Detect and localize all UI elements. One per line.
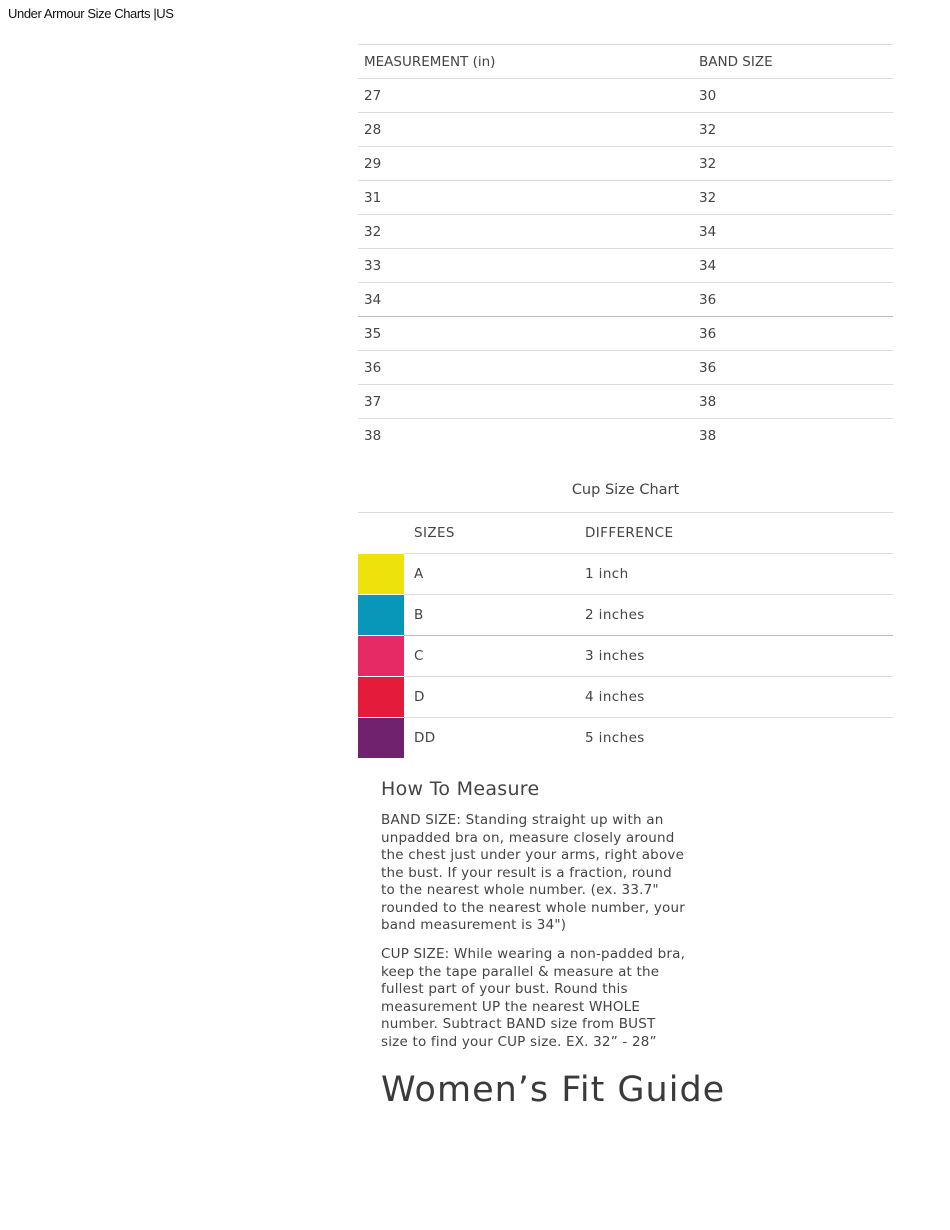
measurement-cell: 32 [358, 215, 693, 249]
cup-size-chart-title: Cup Size Chart [571, 482, 680, 498]
cup-size-cell: B [404, 595, 585, 636]
measurement-cell: 38 [358, 419, 693, 453]
band-size-cell: 34 [693, 215, 893, 249]
table-row [358, 677, 893, 718]
band-size-cell: 36 [693, 317, 893, 351]
cup-difference-cell: 5 inches [585, 718, 893, 759]
table-row [358, 718, 893, 759]
cup-color-swatch [358, 636, 404, 676]
table-row [358, 181, 893, 215]
band-size-cell: 38 [693, 419, 893, 453]
cup-size-table [358, 512, 893, 758]
page-title: Under Armour Size Charts |US [8, 6, 174, 21]
cup-size-instructions: CUP SIZE: While wearing a non-padded bra, keep the tape parallel & measure at the fullest part of your bust. Round this measurement UP the nearest WHOLE number. Subtract BAND size from BUST size to find your CUP size. EX. 32” - 28” [381, 946, 686, 1050]
band-size-cell: 32 [693, 113, 893, 147]
cup-difference-cell: 1 inch [585, 554, 893, 595]
cup-color-swatch [358, 718, 404, 758]
table-row [358, 79, 893, 113]
cup-size-cell: C [404, 636, 585, 677]
fit-guide-heading: Women’s Fit Guide [381, 1070, 726, 1110]
table-row [358, 317, 893, 351]
measurement-cell: 29 [358, 147, 693, 181]
band-size-cell: 36 [693, 351, 893, 385]
band-size-cell: 30 [693, 79, 893, 113]
band-size-instructions: BAND SIZE: Standing straight up with an unpadded bra on, measure closely around the chest just under your arms, right above the bust. If your result is a fraction, round to the nearest whole number. (ex. 33.7" rounded to the nearest whole number, your band measurement is 34") [381, 812, 685, 933]
cup-difference-cell: 2 inches [585, 595, 893, 636]
cup-color-swatch [358, 595, 404, 635]
cup-size-cell: A [404, 554, 585, 595]
table-row [358, 595, 893, 636]
band-size-cell: 36 [693, 283, 893, 317]
swatch-column-header [358, 513, 404, 554]
measurement-cell: 27 [358, 79, 693, 113]
cup-table-header-row [358, 513, 893, 554]
table-row [358, 249, 893, 283]
measurement-cell: 33 [358, 249, 693, 283]
band-table-header-row [358, 45, 893, 79]
cup-color-swatch [358, 677, 404, 717]
measurement-column-header: MEASUREMENT (in) [358, 45, 693, 79]
table-row [358, 636, 893, 677]
measurement-cell: 31 [358, 181, 693, 215]
measurement-cell: 37 [358, 385, 693, 419]
measurement-cell: 34 [358, 283, 693, 317]
table-row [358, 385, 893, 419]
table-row [358, 554, 893, 595]
table-row [358, 419, 893, 453]
measurement-cell: 28 [358, 113, 693, 147]
table-row [358, 147, 893, 181]
measurement-cell: 35 [358, 317, 693, 351]
how-to-measure-heading: How To Measure [381, 778, 540, 800]
cup-color-swatch [358, 554, 404, 594]
measurement-cell: 36 [358, 351, 693, 385]
sizes-column-header: SIZES [404, 513, 585, 554]
table-row [358, 351, 893, 385]
band-size-column-header: BAND SIZE [693, 45, 893, 79]
band-size-table [358, 44, 893, 452]
cup-difference-cell: 3 inches [585, 636, 893, 677]
band-size-cell: 32 [693, 147, 893, 181]
table-row [358, 215, 893, 249]
cup-size-cell: DD [404, 718, 585, 759]
table-row [358, 283, 893, 317]
band-size-cell: 34 [693, 249, 893, 283]
table-row [358, 113, 893, 147]
cup-difference-cell: 4 inches [585, 677, 893, 718]
difference-column-header: DIFFERENCE [585, 513, 893, 554]
band-size-cell: 38 [693, 385, 893, 419]
cup-size-cell: D [404, 677, 585, 718]
band-size-cell: 32 [693, 181, 893, 215]
